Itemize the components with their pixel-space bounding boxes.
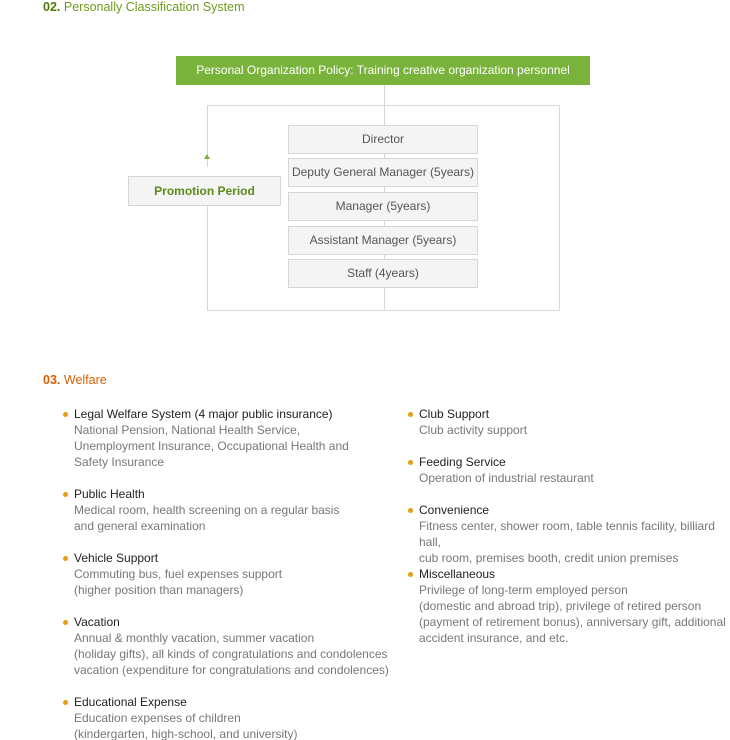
welfare-item-education (63, 694, 393, 740)
welfare-item-title: Vacation (63, 614, 393, 630)
section-title-text: Personally Classification System (63, 0, 245, 14)
welfare-item-desc: National Pension, National Health Service, Unemployment Insurance, Occupational Health and Safety Insurance (74, 423, 349, 469)
section-title-welfare (43, 373, 107, 387)
welfare-item-public-health (63, 486, 393, 534)
section-number: 02. (43, 0, 61, 14)
welfare-item-title: Feeding Service (408, 454, 730, 470)
rank-deputy-general-manager: Deputy General Manager (5years) (288, 158, 478, 187)
welfare-item-legal (63, 406, 393, 470)
welfare-item-convenience (408, 502, 730, 566)
welfare-item-title: Miscellaneous (408, 566, 730, 582)
rank-manager: Manager (5years) (288, 192, 478, 221)
welfare-item-title: Convenience (408, 502, 730, 518)
welfare-item-title: Vehicle Support (63, 550, 393, 566)
section-number: 03. (43, 373, 61, 387)
welfare-item-title: Club Support (408, 406, 730, 422)
welfare-item-vehicle (63, 550, 393, 598)
policy-banner: Personal Organization Policy: Training creative organization personnel (176, 56, 590, 85)
welfare-item-desc: Medical room, health screening on a regular basis and general examination (74, 503, 340, 533)
welfare-item-feeding (408, 454, 730, 486)
rank-director: Director (288, 125, 478, 154)
rank-assistant-manager: Assistant Manager (5years) (288, 226, 478, 255)
rank-staff: Staff (4years) (288, 259, 478, 288)
promotion-period-box: Promotion Period (128, 176, 281, 206)
welfare-item-title: Educational Expense (63, 694, 393, 710)
welfare-item-desc: Annual & monthly vacation, summer vacation (holiday gifts), all kinds of congratulations and condolences vacation (expenditure for congratulations and condolences) (74, 631, 389, 677)
welfare-item-vacation (63, 614, 393, 678)
arrow-up-icon (204, 154, 210, 159)
welfare-item-miscellaneous (408, 566, 730, 646)
welfare-item-title: Legal Welfare System (4 major public insurance) (63, 406, 393, 422)
welfare-item-desc: Education expenses of children (kindergarten, high-school, and university) (74, 711, 298, 740)
welfare-item-desc: Privilege of long-term employed person (domestic and abroad trip), privilege of retired person (payment of retirement bonus), anniversary gift, additional accident insurance, and etc. (419, 583, 726, 645)
section-title-text: Welfare (63, 373, 107, 387)
section-title-classification (43, 0, 245, 14)
welfare-item-desc: Club activity support (419, 423, 528, 437)
welfare-item-club (408, 406, 730, 438)
welfare-item-desc: Fitness center, shower room, table tennis facility, billiard hall, cub room, premises booth, credit union premises (419, 519, 715, 565)
welfare-item-title: Public Health (63, 486, 393, 502)
welfare-item-desc: Commuting bus, fuel expenses support (higher position than managers) (74, 567, 283, 597)
welfare-item-desc: Operation of industrial restaurant (419, 471, 594, 485)
